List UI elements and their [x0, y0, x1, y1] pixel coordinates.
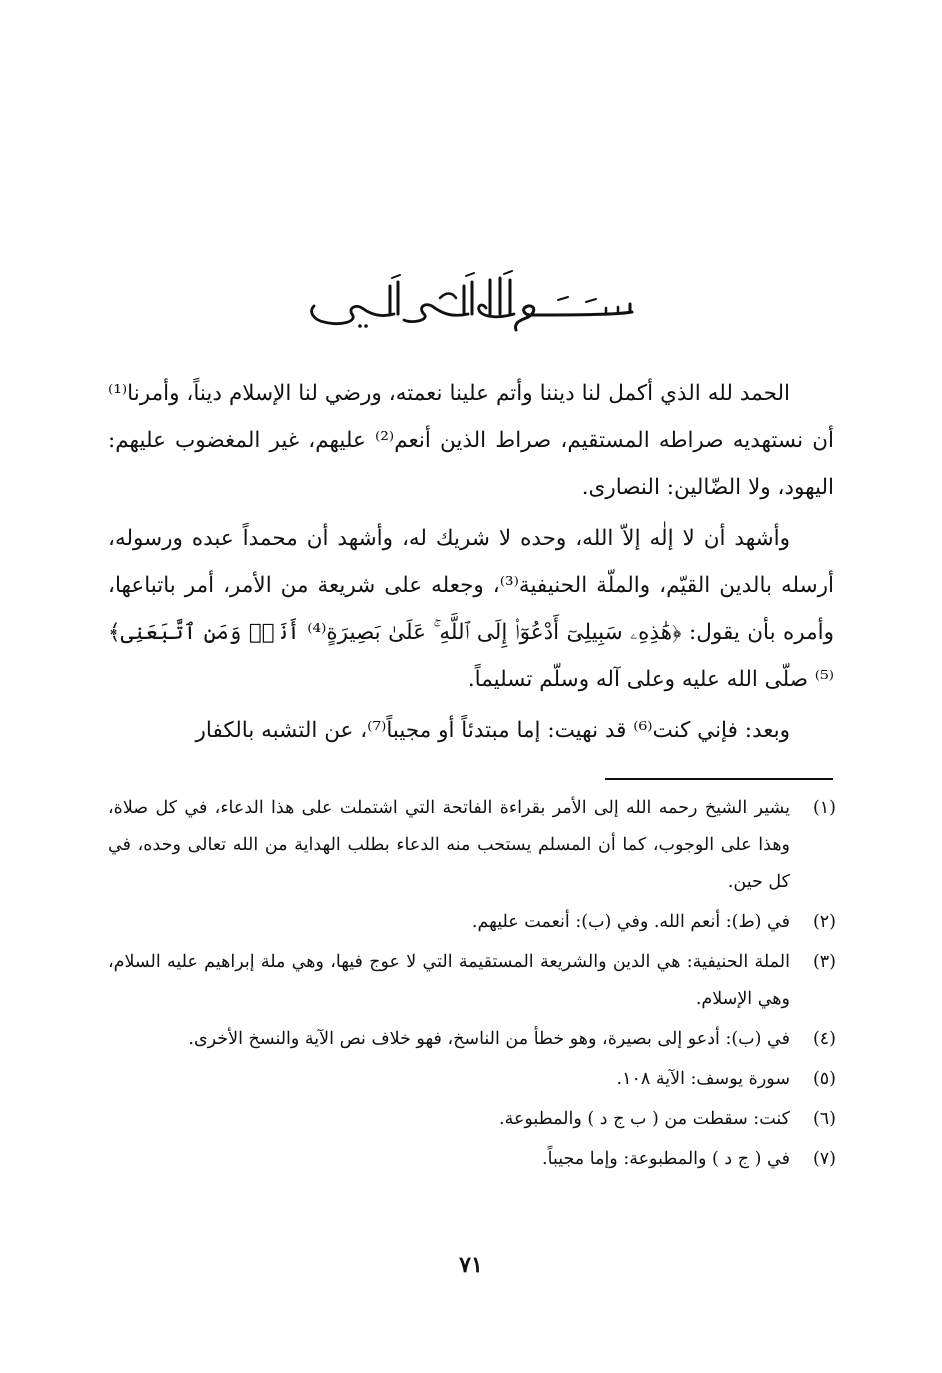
- footnote-number: (٧): [812, 1149, 836, 1169]
- footnote-number: (٥): [812, 1069, 836, 1089]
- main-text: [108, 370, 834, 758]
- footnote-item: [108, 1101, 836, 1138]
- paragraph-baad: وبعد: فإني كنت⁽⁶⁾ قد نهيت: إما مبتدئاً أو مجيباً⁽⁷⁾، عن التشبه بالكفار: [195, 718, 790, 743]
- page-number: ٧١: [459, 1252, 483, 1278]
- footnote-text: في (ط): أنعم الله. وفي (ب): أنعمت عليهم.: [471, 912, 790, 932]
- footnote-text: الملة الحنيفية: هي الدين والشريعة المستقيمة التي لا عوج فيها، وهي ملة إبراهيم عليه السلام، وهي الإسلام.: [108, 952, 790, 1009]
- footnote-number: (١): [812, 798, 836, 818]
- footnote-item: [108, 1141, 836, 1178]
- footnote-item: [108, 904, 836, 941]
- paragraph-shahada: وأشهد أن لا إلٰه إلاّ الله، وحده لا شريك له، وأشهد أن محمداً عبده ورسوله، أرسله بالدين القيّم، والملّة الحنيفية⁽³⁾، وجعله على شريعة من الأمر، أمر باتباعها، وأمره بأن يقول: ﴿هَٰذِهِۦ سَبِيلِىٓ أَدْعُوٓا۟ إِلَى ٱللَّهِ ۚ عَلَىٰ بَصِيرَةٍ⁽⁴⁾ أَنَا۠ وَمَنِ ٱتَّبَعَنِى﴾⁽⁵⁾ صلّى الله عليه وعلى آله وسلّم تسليماً.: [108, 526, 834, 692]
- basmala-calligraphy-graphic: [300, 268, 642, 338]
- footnote-number: (٣): [812, 952, 836, 972]
- footnote-text: في ( ج د ) والمطبوعة: وإما مجيباً.: [542, 1149, 790, 1169]
- footnote-divider: [605, 778, 833, 780]
- footnote-text: سورة يوسف: الآية ١٠٨.: [616, 1069, 790, 1089]
- footnote-text: كنت: سقطت من ( ب ج د ) والمطبوعة.: [499, 1109, 790, 1129]
- paragraph-intro: الحمد لله الذي أكمل لنا ديننا وأتم علينا نعمته، ورضي لنا الإسلام ديناً، وأمرنا⁽¹⁾ أن نستهديه صراطه المستقيم، صراط الذين أنعم⁽²⁾ عليهم، غير المغضوب عليهم: اليهود، ولا الضّالين: النصارى.: [108, 381, 834, 500]
- footnote-item: [108, 1021, 836, 1058]
- basmala-calligraphy: [300, 268, 642, 338]
- footnote-item: [108, 790, 836, 901]
- footnote-item: [108, 1061, 836, 1098]
- footnote-number: (٦): [812, 1109, 836, 1129]
- footnote-number: (٢): [812, 912, 836, 932]
- footnote-text: يشير الشيخ رحمه الله إلى الأمر بقراءة الفاتحة التي اشتملت على هذا الدعاء، في كل صلاة، وهذا على الوجوب، كما أن المسلم يستحب منه الدعاء بطلب الهداية من الله تعالى وحده، في كل حين.: [108, 798, 790, 892]
- footnotes: [108, 790, 836, 1181]
- footnote-number: (٤): [812, 1029, 836, 1049]
- footnote-text: في (ب): أدعو إلى بصيرة، وهو خطأ من الناسخ، فهو خلاف نص الآية والنسخ الأخرى.: [188, 1029, 790, 1049]
- footnote-item: [108, 944, 836, 1018]
